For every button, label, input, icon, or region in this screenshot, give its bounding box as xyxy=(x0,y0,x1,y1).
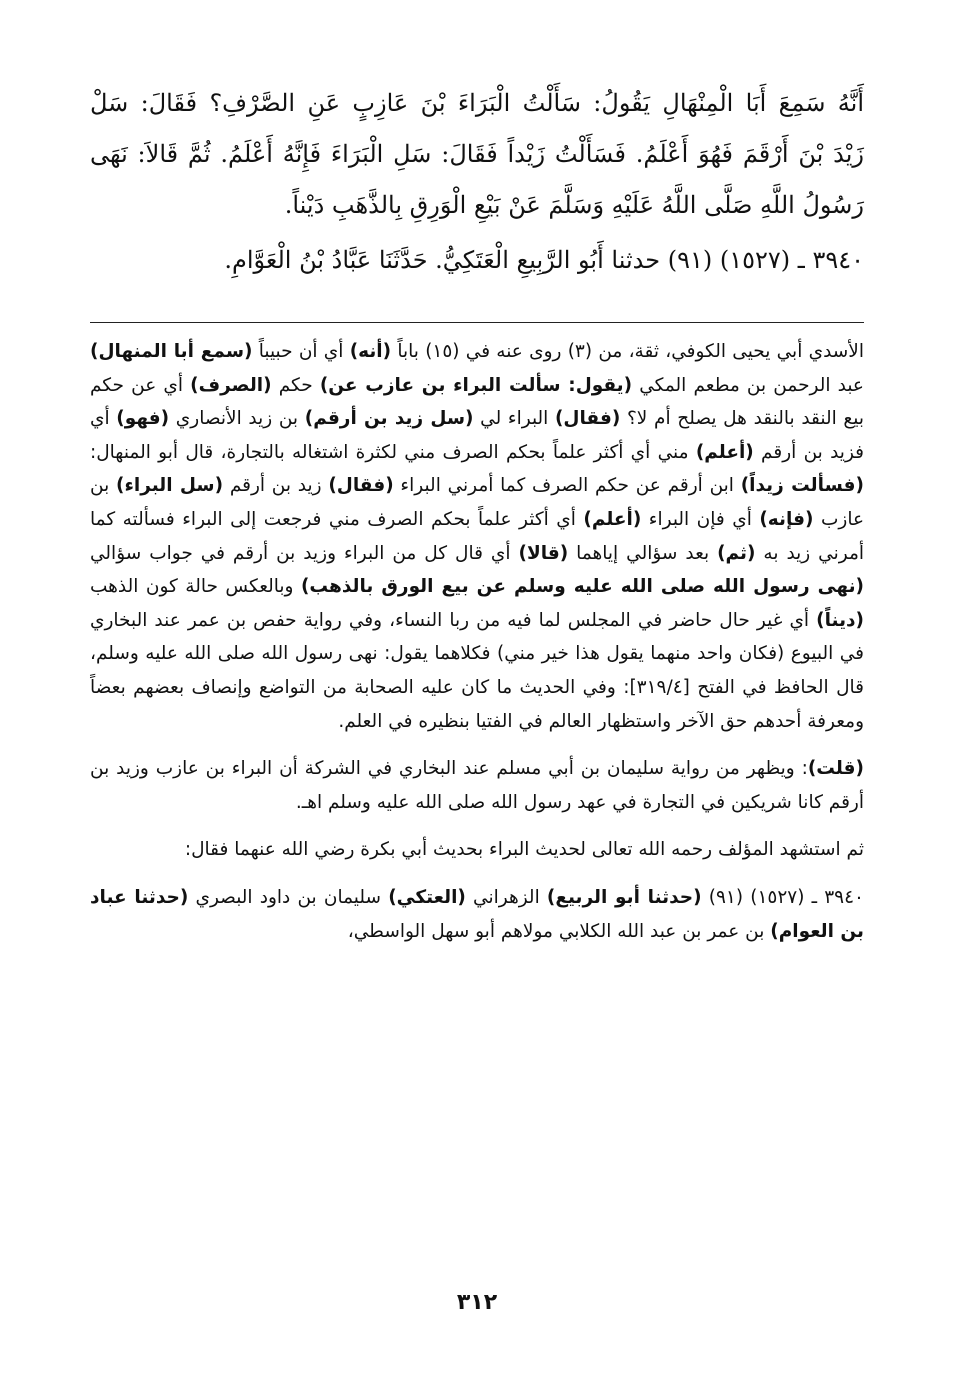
bold-matn-quote: (فهو) xyxy=(116,408,170,430)
commentary-text: أي فإن البراء xyxy=(641,508,760,530)
commentary-text: ٣٩٤٠ ـ (١٥٢٧) (٩١) xyxy=(701,886,864,908)
bold-matn-quote: (نهى رسول الله صلى الله عليه وسلم عن بيع الورق بالذهب) xyxy=(300,576,864,598)
commentary-text: بعد سؤالي إياهما xyxy=(568,542,718,564)
commentary-text: ابن أرقم عن حكم الصرف كما أمرني البراء xyxy=(393,475,741,497)
bold-matn-quote: (أعلم) xyxy=(583,508,642,530)
commentary-paragraph xyxy=(90,833,864,867)
commentary-text: زيد بن أرقم xyxy=(223,475,329,497)
matn-line: أَنَّهُ سَمِعَ أَبَا الْمِنْهَالِ يَقُولُ: سَأَلْتُ الْبَرَاءَ بْنَ عَازِبٍ عَنِ الصَّرْفِ؟ فَقَالَ: سَلْ xyxy=(90,89,864,117)
footnote-divider xyxy=(90,322,864,323)
hadith-heading: ٣٩٤٠ ـ (١٥٢٧) (٩١) حدثنا أَبُو الرَّبِيعِ الْعَتَكِيُّ. حَدَّثَنَا عَبَّادُ بْنُ الْعَوَّامِ. xyxy=(224,246,864,274)
page-number: ٣١٢ xyxy=(456,1290,498,1315)
commentary-text: الأسدي أبي يحيى الكوفي، ثقة، من (٣) روى عنه في (١٥) باباً xyxy=(391,341,864,362)
bold-matn-quote: (ثم) xyxy=(717,542,756,564)
commentary-text: وبالعكس حالة كون الذهب xyxy=(90,576,301,598)
matn-line: زَيْدَ بْنَ أَرْقَمَ فَهُوَ أَعْلَمُ. فَسَأَلْتُ زَيْداً فَقَالَ: سَلِ الْبَرَاءَ فَإِنَّهُ أَعْلَمُ. ثُمَّ قَالاَ: نَهَى xyxy=(90,140,864,168)
bold-matn-quote: (سمع أبا المنهال) xyxy=(90,341,253,362)
matn-text xyxy=(90,78,864,231)
matn-line: رَسُولُ اللَّهِ صَلَّى اللَّهُ عَلَيْهِ وَسَلَّمَ عَنْ بَيْعِ الْوَرِقِ بِالذَّهَبِ دَيْناً. xyxy=(284,191,864,219)
commentary-text: الزهراني xyxy=(465,886,547,908)
commentary-text: أي أن حبيباً xyxy=(252,341,350,362)
commentary-text: حكم xyxy=(271,374,320,396)
bold-matn-quote: (ديناً) xyxy=(816,609,864,631)
bold-matn-quote: (العتكي) xyxy=(388,886,466,908)
commentary-text: أي غير حال حاضر في المجلس لما فيه من ربا النساء، وفي رواية حفص بن عمر عند البخاري في البيوع (فكان واحد منهما يقول هذا خير مني) فكلاهما يقول: نهى رسول الله صلى الله عليه وسلم، قال الحافظ في الفتح [٣١٩/٤]: وفي الحديث ما كان عليه الصحابة من التواضع وإنصاف بعضهم بعضاً ومعرفة أحدهم حق الآخر واستظهار العالم في الفتيا بنظيره في العلم. xyxy=(90,609,864,732)
commentary-text: أي قال كل من البراء وزيد بن أرقم في جواب سؤالي xyxy=(90,542,519,564)
commentary-text: بن عمر بن عبد الله الكلابي مولاهم أبو سهل الواسطي، xyxy=(347,920,771,942)
bold-matn-quote: (يقول: سألت البراء بن عازب عن) xyxy=(319,374,633,396)
bold-matn-quote: (فإنه) xyxy=(759,508,814,530)
bold-matn-quote: (قالا) xyxy=(518,542,569,564)
commentary-text: : ويظهر من رواية سليمان بن أبي مسلم عند البخاري في الشركة أن البراء بن عازب وزيد بن أرقم كانا شريكين في التجارة في عهد رسول الله صلى الله عليه وسلم اهـ. xyxy=(90,758,864,813)
commentary-text: بن زيد الأنصاري xyxy=(169,408,305,430)
commentary xyxy=(90,335,864,948)
bold-matn-quote: (سل البراء) xyxy=(115,475,224,497)
commentary-text: مني أي أكثر علماً بحكم الصرف مني لكثرة اشتغاله بالتجارة، قال أبو المنهال: xyxy=(90,441,696,463)
bold-matn-quote: (فقال) xyxy=(328,475,394,497)
commentary-text: بن عازب xyxy=(90,475,864,530)
bold-matn-quote: (الصرف) xyxy=(190,374,272,396)
commentary-paragraph xyxy=(90,335,864,738)
bold-matn-quote: (قلت) xyxy=(807,758,864,780)
bold-matn-quote: (أنه) xyxy=(349,341,392,362)
commentary-text: أي عن حكم بيع النقد بالنقد هل يصلح أم لا؟ xyxy=(90,374,865,430)
bold-matn-quote: (حدثنا عباد بن العوام) xyxy=(90,886,864,942)
bold-matn-quote: (سل زيد بن أرقم) xyxy=(304,408,474,430)
commentary-text: ثم استشهد المؤلف رحمه الله تعالى لحديث البراء بحديث أبي بكرة رضي الله عنهما فقال: xyxy=(184,839,864,861)
bold-matn-quote: (فسألت زيداً) xyxy=(740,475,864,497)
commentary-text: البراء لي xyxy=(473,408,555,430)
commentary-text: أي أكثر علماً بحكم الصرف مني فرجعت إلى البراء فسألته كما أمرني زيد به xyxy=(90,508,865,564)
commentary-paragraph xyxy=(90,881,864,948)
commentary-paragraph xyxy=(90,752,864,819)
bold-matn-quote: (حدثنا أبو الربيع) xyxy=(546,886,702,908)
commentary-text: سليمان بن داود البصري xyxy=(188,886,389,908)
commentary-text: عبد الرحمن بن مطعم المكي xyxy=(632,374,864,396)
bold-matn-quote: (أعلم) xyxy=(695,441,754,463)
page-content xyxy=(90,78,864,1318)
commentary-text: أي فزيد بن أرقم xyxy=(90,408,865,463)
bold-matn-quote: (فقال) xyxy=(554,408,621,430)
